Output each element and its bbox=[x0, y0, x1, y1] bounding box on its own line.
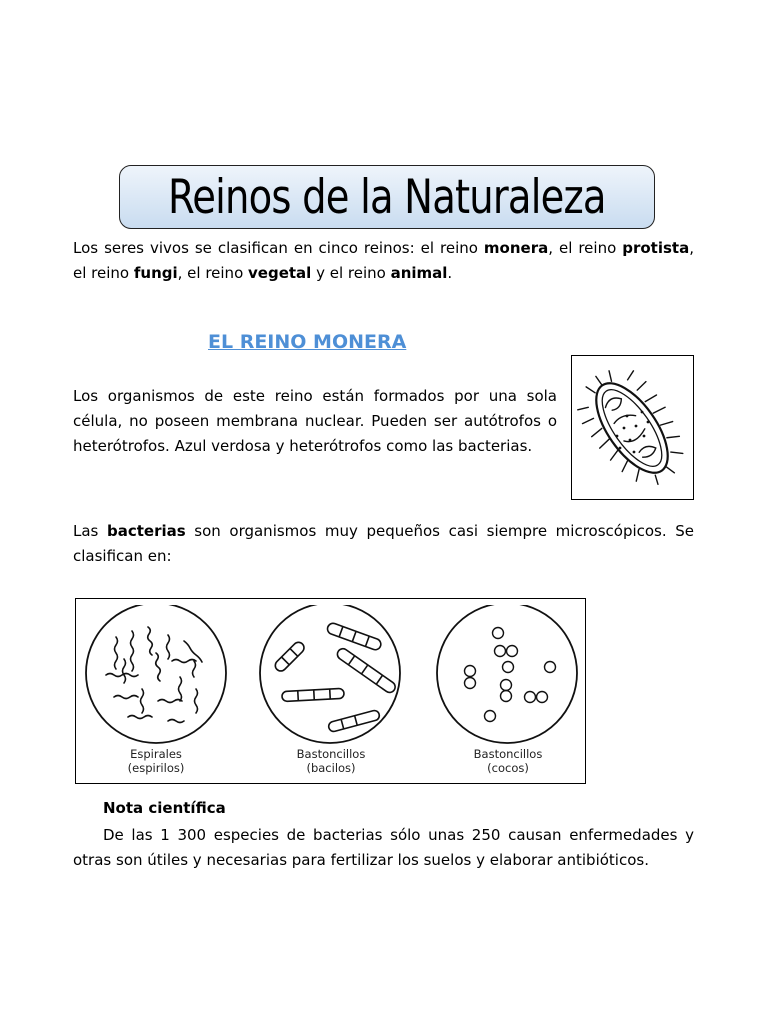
intro-paragraph bbox=[73, 236, 694, 286]
bacterium-illustration bbox=[571, 355, 694, 500]
bacteria-text: Las bbox=[73, 522, 107, 540]
bacteria-text: son organismos muy pequeños casi siempre microscópicos. Se clasifican en: bbox=[73, 522, 694, 565]
kingdom-protista: protista bbox=[622, 239, 690, 257]
page-title: Reinos de la Naturaleza bbox=[168, 169, 606, 225]
bacteria-types-figure bbox=[75, 598, 586, 784]
spirilla-drawing bbox=[86, 605, 226, 743]
bacteria-paragraph bbox=[73, 519, 694, 569]
kingdom-animal: animal bbox=[390, 264, 448, 282]
caption-sub: (cocos) bbox=[487, 761, 529, 775]
bacilli-drawing bbox=[260, 605, 400, 743]
bacteria-keyword: bacterias bbox=[106, 522, 186, 540]
note-paragraph: De las 1 300 especies de bacterias sólo unas 250 causan enfermedades y otras son útiles y necesarias para fertilizar los suelos y elaborar antibióticos. bbox=[73, 826, 694, 869]
caption-name: Bastoncillos bbox=[473, 747, 543, 761]
intro-text: , el reino bbox=[177, 264, 249, 282]
intro-text: Los seres vivos se clasifican en cinco reinos: el reino bbox=[73, 239, 484, 257]
caption-name: Bastoncillos bbox=[296, 747, 366, 761]
bacteria-caption-cocci bbox=[448, 747, 568, 775]
title-banner bbox=[119, 165, 655, 229]
kingdom-fungi: fungi bbox=[133, 264, 178, 282]
intro-text: . bbox=[447, 264, 453, 282]
intro-text: , el reino bbox=[73, 239, 694, 282]
caption-name: Espirales bbox=[130, 747, 182, 761]
caption-sub: (espirilos) bbox=[127, 761, 185, 775]
note-title: Nota científica bbox=[103, 799, 226, 817]
section-heading-monera: EL REINO MONERA bbox=[208, 331, 407, 353]
bacteria-caption-bacilli bbox=[271, 747, 391, 775]
cocci-drawing bbox=[437, 605, 577, 743]
kingdom-vegetal: vegetal bbox=[248, 264, 312, 282]
caption-sub: (bacilos) bbox=[306, 761, 356, 775]
bacteria-caption-spirilla bbox=[96, 747, 216, 775]
kingdom-monera: monera bbox=[483, 239, 549, 257]
monera-paragraph: Los organismos de este reino están formados por una sola célula, no poseen membrana nuclear. Pueden ser autótrofos o heterótrofos. Azul verdosa y heterótrofos como las bacterias. bbox=[73, 387, 557, 455]
intro-text: y el reino bbox=[311, 264, 391, 282]
intro-text: , el reino bbox=[548, 239, 623, 257]
